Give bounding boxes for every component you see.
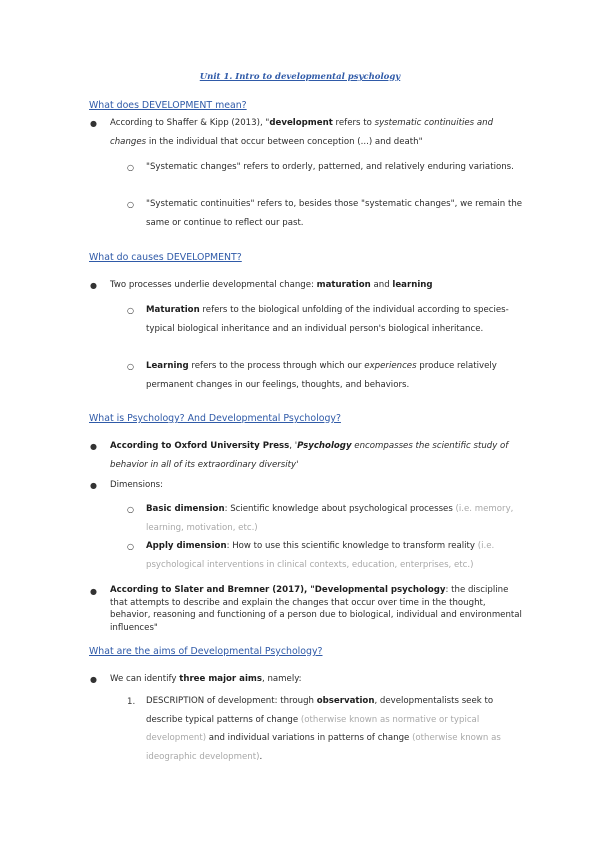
- text: : How to use this scientific knowledge to transform reality: [226, 541, 478, 551]
- text: produce relatively permanent changes in our feelings, thoughts, and behaviors.: [146, 361, 497, 390]
- page-title: Unit 1. Intro to developmental psychology: [199, 72, 401, 82]
- grey-text: (otherwise known as normative or typical development): [146, 714, 480, 744]
- heading-development-meaning: What does DEVELOPMENT mean?: [89, 100, 247, 111]
- sub-apply-dimension: [146, 537, 530, 574]
- bullet-two-processes: [110, 276, 528, 295]
- text: and: [370, 280, 393, 290]
- italic-text: encompasses the scientific study of behavior in all of its extraordinary diversity: [110, 441, 509, 470]
- text: refers to the process through which our: [188, 361, 365, 371]
- grey-text: (i.e. memory, learning, motivation, etc.): [146, 504, 514, 533]
- text: We can identify: [110, 674, 180, 684]
- bullet-marker: ●: [90, 119, 97, 128]
- bullet-development-definition: [110, 114, 528, 151]
- bold-text: Developmental psychology: [314, 585, 446, 595]
- text: : Scientific knowledge about psychological processes: [224, 504, 456, 514]
- bold-text: According to Oxford University Press: [110, 441, 290, 451]
- text: , developmentalists seek to describe typical patterns of change: [146, 696, 494, 725]
- sub-learning: [146, 357, 530, 394]
- sub-basic-dimension: [146, 500, 530, 537]
- bullet-marker: ●: [90, 587, 97, 596]
- bold-text: Apply dimension: [146, 541, 227, 551]
- grey-text: (otherwise known as ideographic development): [146, 733, 501, 763]
- bold-text: observation: [316, 696, 375, 706]
- heading-aims: What are the aims of Developmental Psychology?: [89, 646, 323, 657]
- bullet-marker: ●: [90, 281, 97, 290]
- bullet-marker: ●: [90, 481, 97, 490]
- circle-marker: ○: [127, 163, 134, 172]
- heading-causes-development: What do causes DEVELOPMENT?: [89, 252, 242, 263]
- bold-text: development: [269, 118, 333, 128]
- number-marker: 1.: [127, 697, 136, 707]
- bullet-marker: ●: [90, 675, 97, 684]
- grey-text: (i.e. psychological interventions in clinical contexts, education, enterprises, etc.): [146, 541, 495, 570]
- circle-marker: ○: [127, 505, 134, 514]
- bold-text: maturation: [316, 280, 371, 290]
- circle-marker: ○: [127, 542, 134, 551]
- heading-what-is-psychology: What is Psychology? And Developmental Psychology?: [89, 413, 341, 424]
- text: refers to: [332, 118, 375, 128]
- bold-text: learning: [392, 280, 433, 290]
- text: and individual variations in patterns of change: [206, 733, 413, 744]
- bullet-dimensions: Dimensions:: [110, 480, 164, 490]
- bold-text: three major aims: [179, 674, 262, 684]
- sub-maturation: [146, 301, 530, 338]
- bold-text: Learning: [146, 361, 189, 371]
- bold-text: Basic dimension: [146, 504, 225, 514]
- text: : the discipline that attempts to describe and explain the changes that occur over time in the thought, behavior, reasoning and functioning of a person due to biological, individual and environmental influences": [110, 585, 522, 633]
- text: .: [259, 752, 263, 763]
- numbered-description: [146, 692, 530, 767]
- bold-text: Maturation: [146, 305, 200, 315]
- sub-systematic-continuities: "Systematic continuities" refers to, besides those "systematic changes", we remain the same or continue to reflect our past.: [146, 199, 523, 228]
- text: , ': [289, 441, 298, 451]
- italic-text: experiences: [364, 361, 417, 371]
- bullet-oxford-definition: [110, 437, 528, 474]
- text: According to Shaffer & Kipp (2013), ": [110, 118, 270, 128]
- text: refers to the biological unfolding of the individual according to species-typical biological inheritance and an individual person's biological inheritance.: [146, 305, 509, 334]
- text: DESCRIPTION of development: through: [146, 696, 317, 706]
- circle-marker: ○: [127, 306, 134, 315]
- bullet-slater-bremner: [110, 584, 528, 634]
- circle-marker: ○: [127, 362, 134, 371]
- text: Two processes underlie developmental change:: [110, 280, 317, 290]
- sub-systematic-changes: "Systematic changes" refers to orderly, patterned, and relatively enduring variations.: [146, 162, 514, 172]
- italic-text: systematic continuities and changes: [110, 118, 494, 147]
- bold-italic-text: Psychology: [297, 441, 352, 451]
- text: ': [296, 459, 299, 470]
- bullet-marker: ●: [90, 442, 97, 451]
- bullet-three-aims: [110, 670, 528, 689]
- text: in the individual that occur between conception (...) and death": [146, 136, 423, 147]
- text: , namely:: [261, 674, 302, 684]
- circle-marker: ○: [127, 200, 134, 209]
- bold-text: According to Slater and Bremner (2017), ": [110, 585, 315, 595]
